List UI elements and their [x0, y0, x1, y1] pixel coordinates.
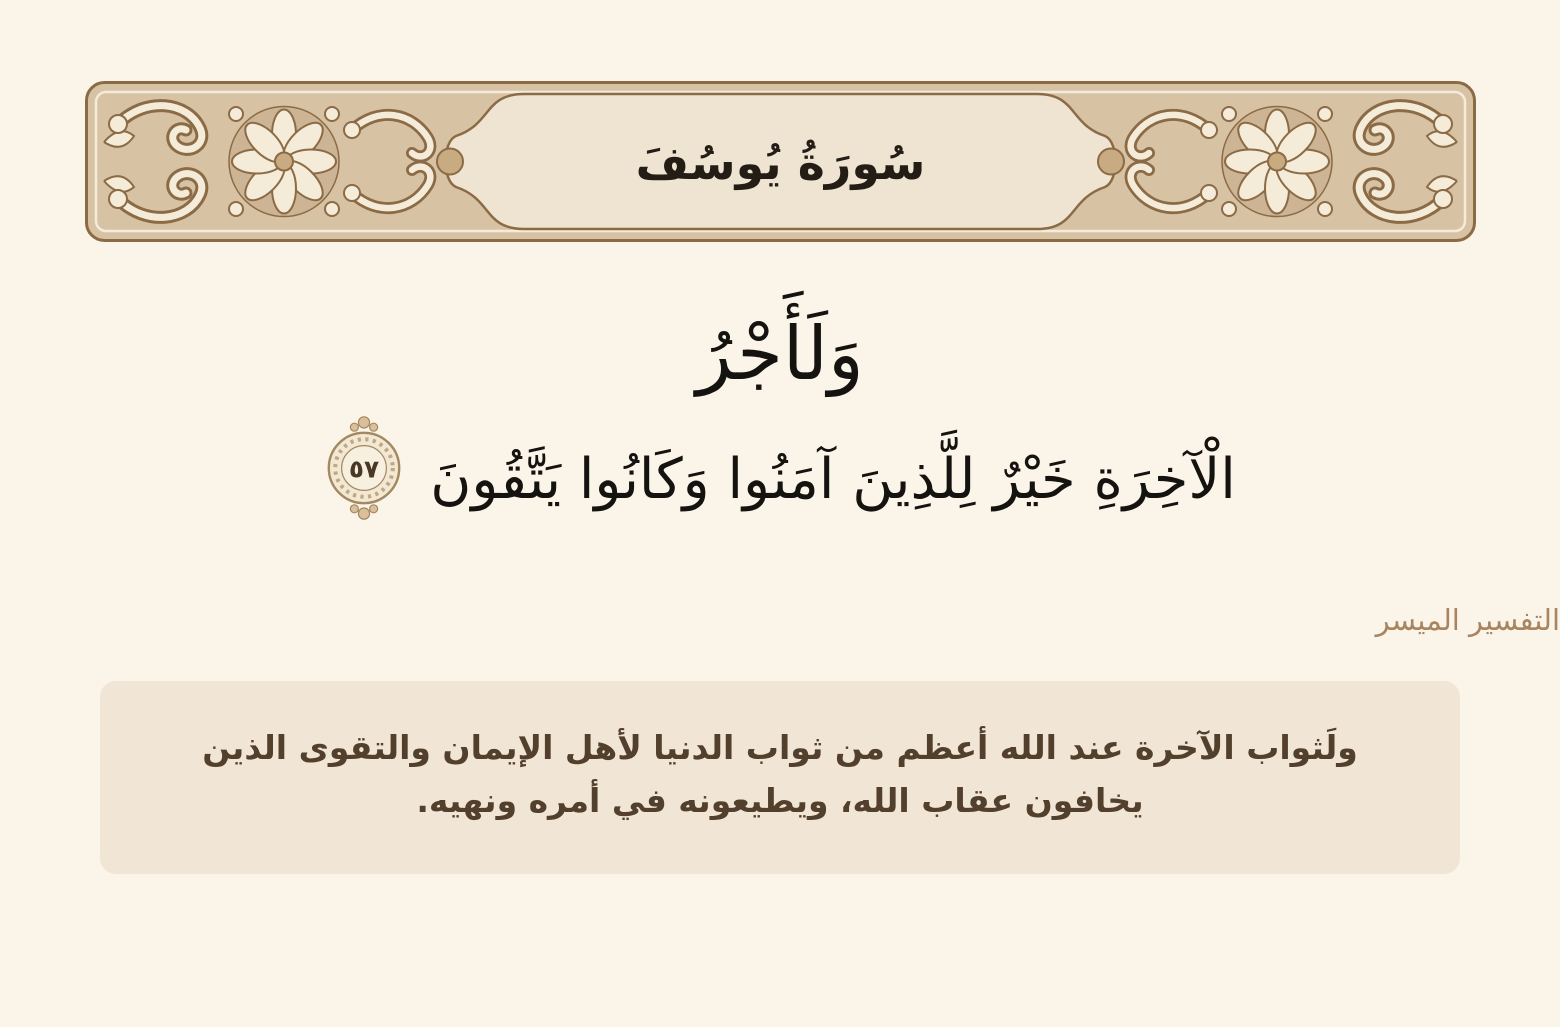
- verse-text-line-2-text[interactable]: الْآخِرَةِ خَيْرٌ لِلَّذِينَ آمَنُوا وَكَانُوا يَتَّقُونَ: [430, 446, 1236, 512]
- tafsir-text-line-1: ولَثواب الآخرة عند الله أعظم من ثواب الدنيا لأهل الإيمان والتقوى الذين: [202, 727, 1358, 767]
- rosette-flower-icon: [229, 107, 339, 217]
- verse-text-line-2[interactable]: [0, 415, 1560, 545]
- verse-text-line-1[interactable]: وَلَأَجْرُ: [696, 311, 864, 397]
- cartouche-tip-dot-right: [1098, 149, 1124, 175]
- surah-header-banner: [84, 80, 1477, 243]
- ayah-medallion-icon: [324, 415, 404, 521]
- surah-title: سُورَةُ يُوسُفَ: [635, 136, 925, 190]
- cartouche-tip-dot-left: [437, 149, 463, 175]
- tafsir-text-line-2: يخافون عقاب الله، ويطيعونه في أمره ونهيه.: [416, 781, 1144, 821]
- tafsir-source-label: التفسير الميسر: [1375, 602, 1560, 637]
- ayah-number: ٥٧: [349, 454, 380, 484]
- ayah-number-medallion: [324, 415, 404, 545]
- banner-ornament-graphic: [84, 80, 1477, 243]
- tafsir-box: [100, 681, 1460, 874]
- verse-container[interactable]: [0, 305, 1560, 545]
- quran-page: [0, 80, 1560, 1027]
